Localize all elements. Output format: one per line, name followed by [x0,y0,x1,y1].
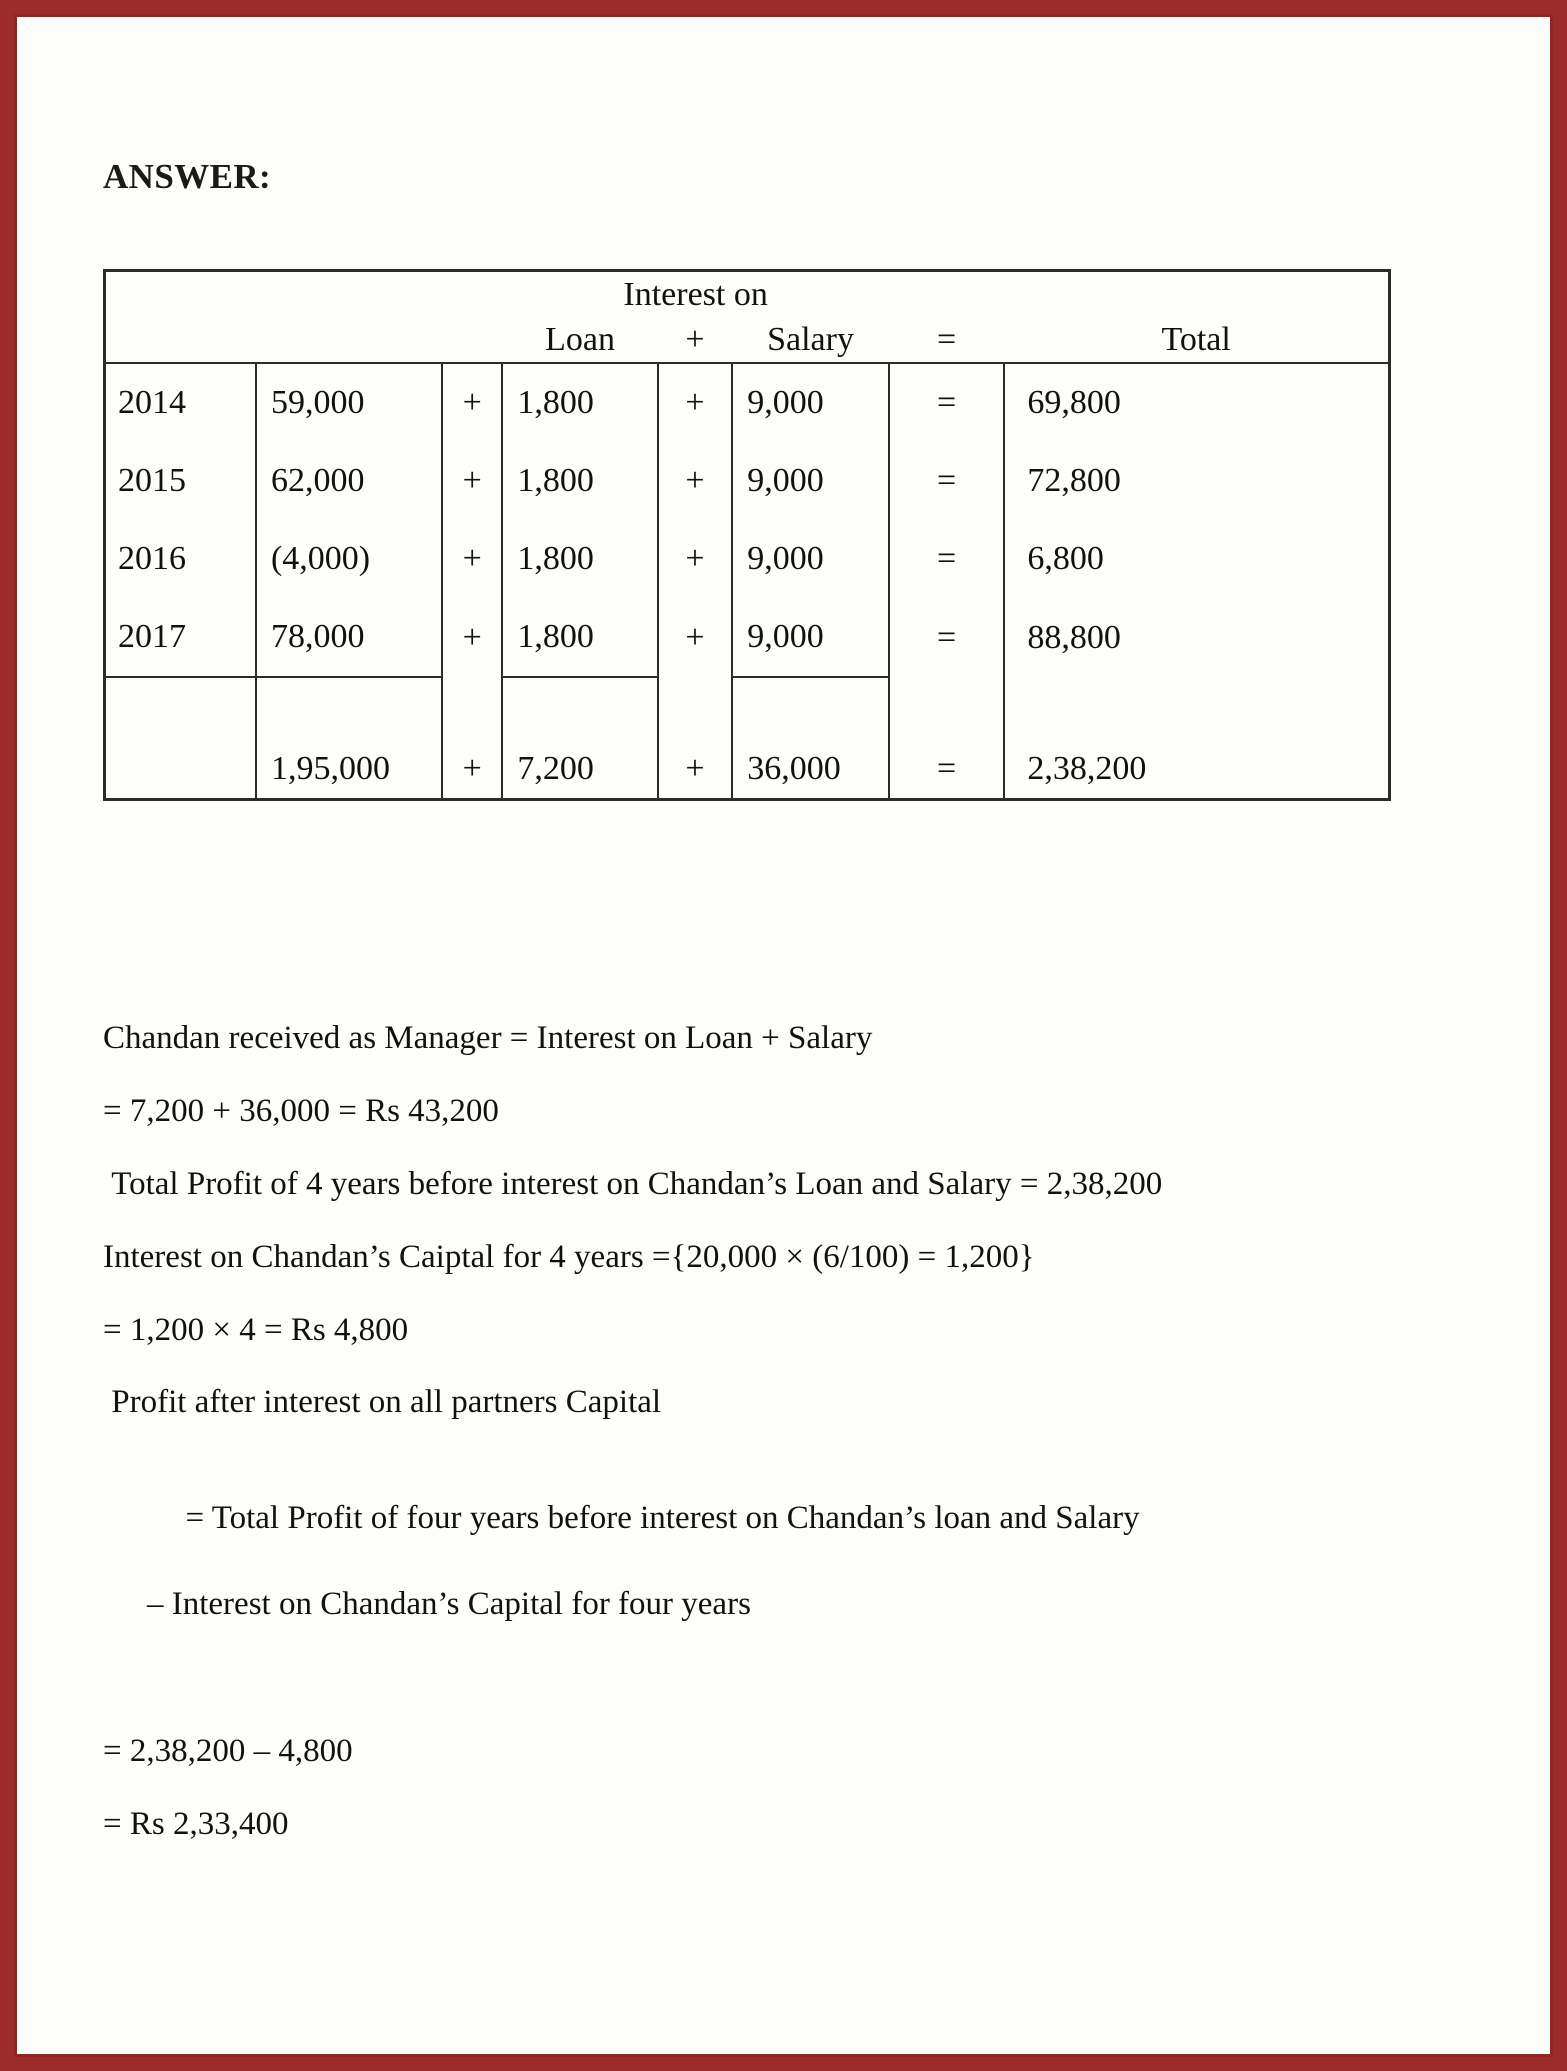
cell-operator-plus: + [658,520,732,598]
header-spacer [256,271,442,319]
header-loan: Loan [502,318,657,363]
cell-total: 69,800 [1004,363,1389,442]
body-line-3: Total Profit of 4 years before interest on Chandan’s Loan and Salary = 2,38,200 [103,1165,1163,1202]
cell-operator-plus: + [658,363,732,442]
cell-salary: 9,000 [732,520,889,598]
cell-year: 2016 [118,540,186,577]
header-plus: + [658,318,732,363]
body-line-5: = 1,200 × 4 = Rs 4,800 [103,1311,409,1348]
total-cell-operator-plus: + [442,677,502,800]
total-cell-operator-equals: = [889,677,1005,800]
header-blank-op1 [442,318,502,363]
body-line-4: Interest on Chandan’s Caiptal for 4 years ={20,000 × (6/100) = 1,200} [103,1238,1035,1275]
body-line-7a: = Total Profit of four years before interest on Chandan’s loan and Salary [185,1500,1140,1537]
body-line-7 [103,1454,1403,1711]
header-blank-profit [256,318,442,363]
table-row [105,520,1390,598]
cell-loan: 1,800 [502,598,657,677]
cell-operator-plus: + [442,363,502,442]
cell-loan: 1,800 [502,363,657,442]
cell-total: 6,800 [1004,520,1389,598]
total-cell-year [105,677,256,800]
cell-year: 2017 [105,598,256,677]
body-line-6: Profit after interest on all partners Capital [103,1384,662,1421]
page-inner-border [14,14,1553,2057]
cell-operator-equals: = [889,442,1005,520]
body-line-7b: – Interest on Chandan’s Capital for four years [147,1586,751,1623]
calculation-table-container [103,269,1391,801]
body-line-2: = 7,200 + 36,000 = Rs 43,200 [103,1092,499,1129]
calculation-table [103,269,1391,801]
explanation-text [103,1017,1403,1875]
header-spacer [105,271,256,319]
header-blank-year [105,318,256,363]
header-total: Total [1004,318,1389,363]
cell-year: 2014 [118,384,186,421]
document-sheet [17,17,1550,2054]
total-cell-salary: 36,000 [732,677,889,800]
cell-loan: 1,800 [502,520,657,598]
cell-profit: (4,000) [256,520,442,598]
cell-salary: 9,000 [732,598,889,677]
cell-loan: 1,800 [502,442,657,520]
body-line-9: = Rs 2,33,400 [103,1805,289,1842]
header-salary: Salary [732,318,889,363]
body-line-8: = 2,38,200 – 4,800 [103,1732,353,1769]
header-spacer [1004,271,1389,319]
cell-operator-plus: + [658,598,732,677]
header-spacer [442,271,502,319]
cell-salary: 9,000 [732,363,889,442]
cell-profit: 62,000 [256,442,442,520]
cell-year: 2015 [118,462,186,499]
cell-operator-equals: = [889,520,1005,598]
table-row [105,363,1390,442]
table-row [105,442,1390,520]
table-total-row [105,677,1390,800]
table-header-row-2 [105,318,1390,363]
page-title: ANSWER: [103,157,272,196]
body-line-1: Chandan received as Manager = Interest on Loan + Salary [103,1020,873,1056]
cell-operator-equals: = [889,598,1005,677]
cell-operator-plus: + [658,442,732,520]
cell-total: 72,800 [1004,442,1389,520]
total-cell-operator-plus: + [658,677,732,800]
cell-profit: 59,000 [256,363,442,442]
cell-profit: 78,000 [256,598,442,677]
cell-operator-equals: = [889,363,1005,442]
table-row [105,598,1390,677]
total-cell-loan: 7,200 [502,677,657,800]
cell-operator-plus: + [442,520,502,598]
header-equals: = [889,318,1005,363]
header-interest-on: Interest on [623,276,768,313]
total-cell-total: 2,38,200 [1004,677,1389,800]
total-cell-profit: 1,95,000 [256,677,442,800]
cell-operator-plus: + [442,598,502,677]
cell-operator-plus: + [442,442,502,520]
cell-total: 88,800 [1004,598,1389,677]
header-spacer [889,271,1005,319]
table-header-row-1 [105,271,1390,319]
cell-salary: 9,000 [732,442,889,520]
